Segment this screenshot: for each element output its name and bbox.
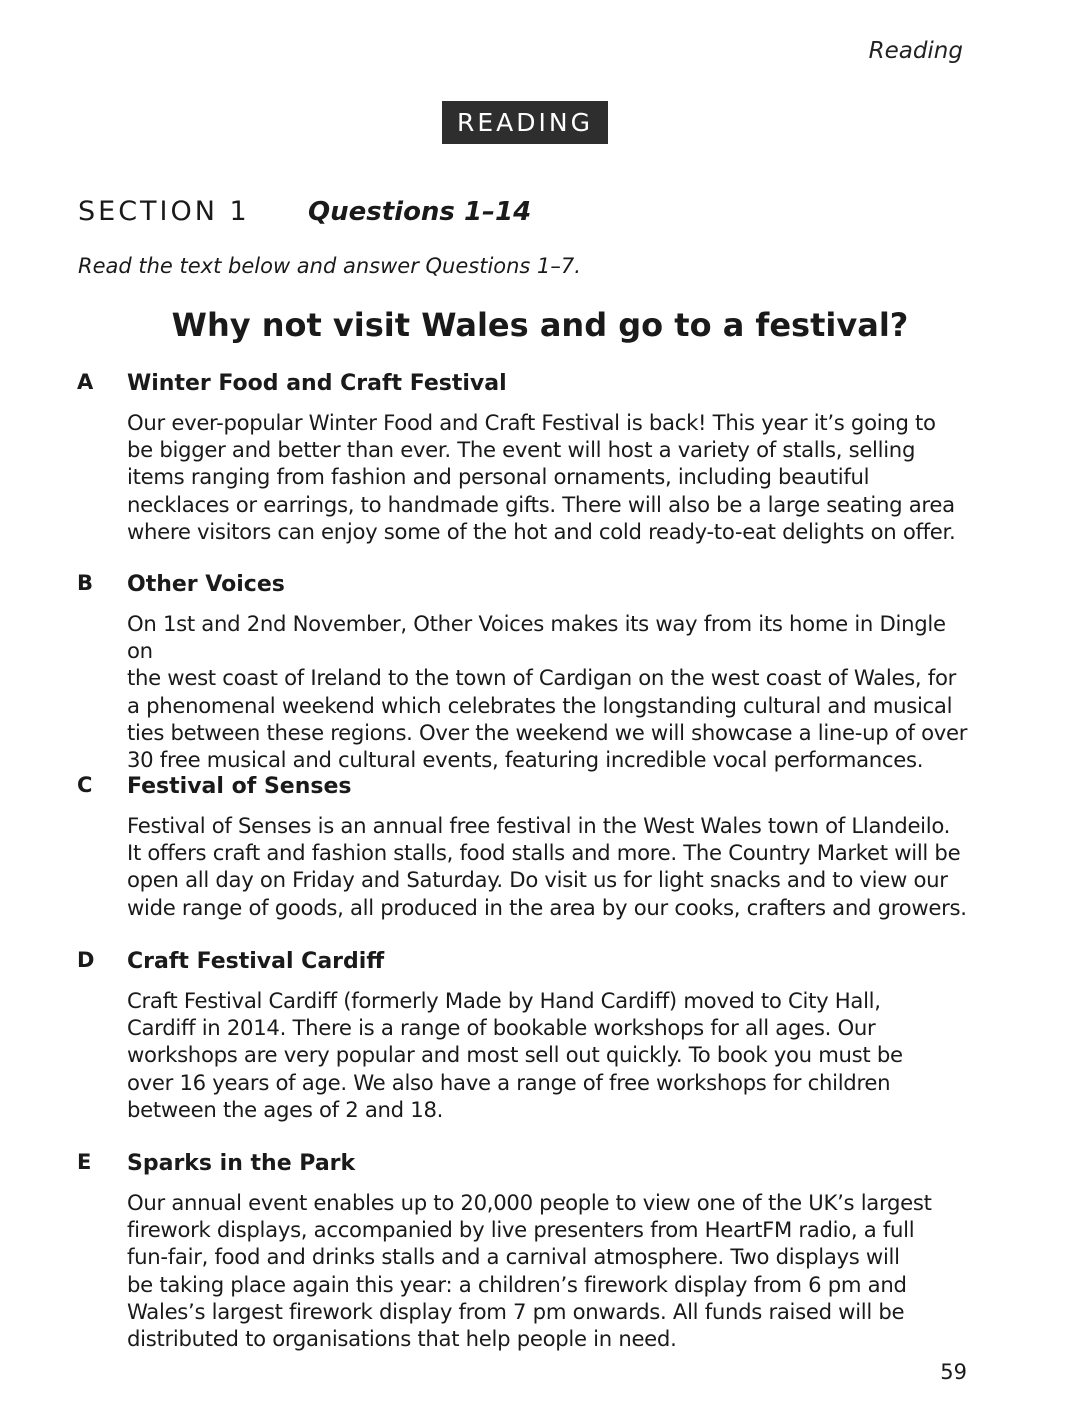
body-line: necklaces or earrings, to handmade gifts. There will also be a large seating area [127,491,955,517]
section-label: SECTION 1 [78,196,250,227]
body-line: Festival of Senses is an annual free festival in the West Wales town of Llandeilo. [127,813,951,838]
body-line: distributed to organisations that help people in need. [127,1326,677,1352]
body-line: where visitors can enjoy some of the hot and cold ready-to-eat delights on offer. [127,518,956,544]
page-number: 59 [940,1360,967,1384]
entry-body [127,1189,977,1352]
body-line: Our ever-popular Winter Food and Craft Festival is back! This year it’s going to [127,410,936,435]
entry-heading: Craft Festival Cardiff [127,949,385,974]
entry-letter: E [77,1150,92,1174]
entry-heading: Sparks in the Park [127,1151,356,1176]
body-line: fun-fair, food and drinks stalls and a carnival atmosphere. Two displays will [127,1244,900,1270]
body-line: open all day on Friday and Saturday. Do visit us for light snacks and to view our [127,867,948,893]
entry-body [127,987,977,1123]
reading-badge: READING [442,101,608,144]
entry-letter: A [77,370,94,394]
body-line: wide range of goods, all produced in the area by our cooks, crafters and growers. [127,894,967,920]
section-line [78,196,531,227]
entry-body [127,409,977,545]
running-head: Reading [868,38,963,64]
body-line: 30 free musical and cultural events, featuring incredible vocal performances. [127,747,924,773]
body-line: the west coast of Ireland to the town of Cardigan on the west coast of Wales, for [127,665,957,691]
festival-entry-e [77,1150,977,1352]
body-line: over 16 years of age. We also have a range of free workshops for children [127,1069,891,1095]
body-line: It offers craft and fashion stalls, food stalls and more. The Country Market will be [127,840,961,866]
body-line: Craft Festival Cardiff (formerly Made by Hand Cardiff) moved to City Hall, [127,988,881,1013]
festival-entry-a [77,370,977,545]
body-line: a phenomenal weekend which celebrates the longstanding cultural and musical [127,692,953,718]
festival-entry-d [77,948,977,1123]
entry-letter: D [77,948,95,972]
body-line: ties between these regions. Over the weekend we will showcase a line-up of over [127,719,968,745]
section-questions: Questions 1–14 [308,197,532,227]
body-line: be taking place again this year: a children’s firework display from 6 pm and [127,1271,907,1297]
article-title: Why not visit Wales and go to a festival? [171,306,909,344]
festival-entry-c [77,773,977,921]
entry-heading: Festival of Senses [127,774,352,799]
body-line: between the ages of 2 and 18. [127,1096,444,1122]
entry-letter: C [77,773,93,797]
festival-entry-b [77,571,977,773]
instruction-text: Read the text below and answer Questions 1–7. [78,254,581,278]
entry-letter: B [77,571,94,595]
body-line: be bigger and better than ever. The event will host a variety of stalls, selling [127,437,916,463]
body-line: Cardiff in 2014. There is a range of bookable workshops for all ages. Our [127,1015,876,1041]
body-line: Wales’s largest firework display from 7 pm onwards. All funds raised will be [127,1298,905,1324]
entry-heading: Other Voices [127,572,285,597]
entry-body [127,812,977,921]
entry-body [127,610,977,773]
entry-heading: Winter Food and Craft Festival [127,371,507,396]
body-line: On 1st and 2nd November, Other Voices makes its way from its home in Dingle on [127,611,946,664]
body-line: firework displays, accompanied by live presenters from HeartFM radio, a full [127,1217,915,1243]
body-line: items ranging from fashion and personal ornaments, including beautiful [127,464,870,490]
body-line: Our annual event enables up to 20,000 people to view one of the UK’s largest [127,1190,932,1215]
body-line: workshops are very popular and most sell out quickly. To book you must be [127,1042,903,1068]
